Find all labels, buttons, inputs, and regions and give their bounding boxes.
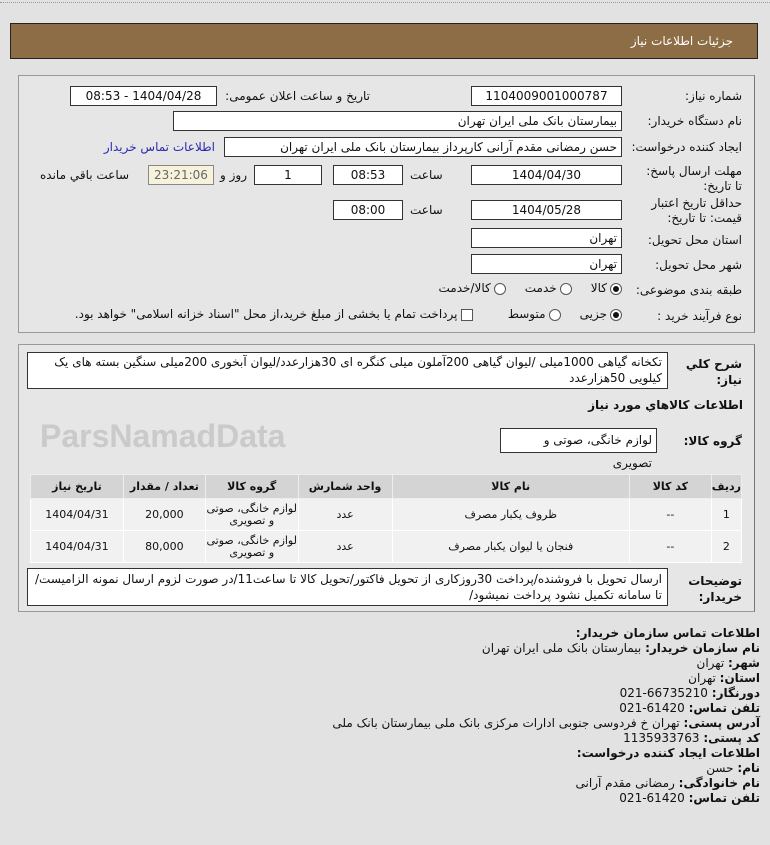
days-label: روز و	[220, 168, 247, 182]
process-radio-group	[75, 307, 622, 321]
deadline-date-field[interactable]: 1404/04/30	[471, 165, 622, 185]
col-header: گروه کالا	[205, 475, 298, 499]
contact-address: آدرس پستی: تهران خ فردوسی جنوبی ادارات مرکزی بانک ملی بیمارستان بانک ملی	[332, 716, 760, 730]
deadline-label: مهلت ارسال پاسخ: تا تاریخ:	[646, 164, 742, 193]
page-header	[10, 23, 758, 59]
cell-group: لوازم خانگی، صوتی و تصویری	[205, 531, 298, 563]
radio-checked-icon	[610, 309, 622, 321]
treasury-payment-checkbox[interactable]: پرداخت تمام یا بخشی از مبلغ خرید،از محل "اسناد خزانه اسلامی" خواهد بود.	[75, 307, 474, 321]
buyer-label: نام دستگاه خریدار:	[647, 114, 742, 128]
col-header: تعداد / مقدار	[123, 475, 205, 499]
validity-label: حداقل تاریخ اعتبار قیمت: تا تاریخ:	[651, 196, 742, 225]
contact-org: نام سازمان خریدار: بیمارستان بانک ملی ایران تهران	[481, 641, 760, 655]
deadline-time-field[interactable]: 08:53	[333, 165, 403, 185]
watermark: ParsNamadData	[40, 418, 286, 454]
need-number-field[interactable]: 1104009001000787	[471, 86, 622, 106]
contact-fax: دورنگار: 66735210-021	[619, 686, 760, 700]
city-label: شهر محل تحویل:	[655, 258, 742, 272]
top-divider	[0, 2, 770, 3]
checkbox-icon	[461, 309, 473, 321]
category-service-radio[interactable]: خدمت	[525, 281, 572, 295]
table-row[interactable]	[31, 531, 742, 563]
creator-last-name: نام خانوادگی: رمضانی مقدم آرانی	[575, 776, 760, 790]
need-number-label: شماره نیاز:	[685, 89, 742, 103]
goods-heading: اطلاعات کالاهاي مورد نياز	[588, 398, 743, 412]
page-title: جزئیات اطلاعات نیاز	[630, 34, 733, 48]
province-label: استان محل تحویل:	[647, 233, 742, 247]
announce-label: تاریخ و ساعت اعلان عمومی:	[225, 89, 370, 103]
col-header: تاریخ نیاز	[31, 475, 124, 499]
goods-group-label: گروه کالا:	[683, 434, 742, 448]
radio-icon	[549, 309, 561, 321]
category-label: طبقه بندی موضوعی:	[635, 283, 742, 297]
description-text: تکخانه گیاهی 1000میلی /لیوان گیاهی 200آملون میلی کنگره ای 30هزارعدد/لیوان آبخوری 200میلی سنگین بسته های یک کیلویی 50هزارعدد	[27, 352, 668, 389]
col-header: واحد شمارش	[298, 475, 392, 499]
remaining-time-field: 23:21:06	[148, 165, 214, 185]
contact-info	[20, 626, 760, 806]
category-goods-radio[interactable]: کالا	[591, 281, 622, 295]
notes-label: توضیحات خریدار:	[688, 574, 742, 604]
col-header: نام کالا	[392, 475, 629, 499]
category-goods-service-radio[interactable]: کالا/خدمت	[439, 281, 506, 295]
creator-heading: اطلاعات ایجاد کننده درخواست:	[576, 746, 760, 760]
province-field[interactable]: تهران	[471, 228, 622, 248]
creator-first-name: نام: حسن	[706, 761, 760, 775]
description-label: شرح کلي نیاز:	[685, 357, 742, 387]
contact-city: شهر: تهران	[696, 656, 760, 670]
contact-phone: تلفن تماس: 61420-021	[619, 701, 760, 715]
cell-date: 1404/04/31	[31, 531, 124, 563]
cell-row-number: 2	[711, 531, 741, 563]
cell-quantity: 20,000	[123, 499, 205, 531]
table-header-row	[31, 475, 742, 499]
cell-code: --	[629, 531, 711, 563]
contact-heading: اطلاعات تماس سازمان خریدار:	[575, 626, 760, 640]
radio-checked-icon	[610, 283, 622, 295]
buyer-contact-link[interactable]: اطلاعات تماس خریدار	[103, 140, 215, 154]
radio-icon	[560, 283, 572, 295]
cell-quantity: 80,000	[123, 531, 205, 563]
process-label: نوع فرآیند خرید :	[657, 309, 742, 323]
announce-field[interactable]: 1404/04/28 - 08:53	[70, 86, 217, 106]
notes-text: ارسال تحویل با فروشنده/پرداخت 30روزکاری از تحویل فاکتور/تحویل کالا تا ساعت11/در صورت لزوم ارسال نمونه الزامیست/تا سامانه تکمیل نشود پرداخت نمیشود/	[27, 568, 668, 606]
col-header: ردیف	[711, 475, 741, 499]
cell-name: ظروف یکبار مصرف	[392, 499, 629, 531]
creator-label: ایجاد کننده درخواست:	[631, 140, 742, 154]
col-header: کد کالا	[629, 475, 711, 499]
creator-phone: تلفن تماس: 61420-021	[619, 791, 760, 805]
cell-date: 1404/04/31	[31, 499, 124, 531]
cell-code: --	[629, 499, 711, 531]
cell-group: لوازم خانگی، صوتی و تصویری	[205, 499, 298, 531]
cell-name: فنجان یا لیوان یکبار مصرف	[392, 531, 629, 563]
validity-date-field[interactable]: 1404/05/28	[471, 200, 622, 220]
cell-unit: عدد	[298, 531, 392, 563]
goods-group-field: لوازم خانگی، صوتی و تصویری	[500, 428, 657, 453]
city-field[interactable]: تهران	[471, 254, 622, 274]
cell-unit: عدد	[298, 499, 392, 531]
goods-table	[30, 474, 742, 563]
radio-icon	[494, 283, 506, 295]
creator-field[interactable]: حسن رمضانی مقدم آرانی کارپرداز بیمارستان بانک ملی ایران تهران	[224, 137, 622, 157]
category-radio-group	[439, 281, 623, 295]
cell-row-number: 1	[711, 499, 741, 531]
process-minor-radio[interactable]: جزیی	[580, 307, 622, 321]
contact-postal-code: کد پستی: 1135933763	[623, 731, 760, 745]
remaining-label: ساعت باقي مانده	[40, 168, 130, 182]
validity-time-field[interactable]: 08:00	[333, 200, 403, 220]
days-remaining-field: 1	[254, 165, 322, 185]
process-medium-radio[interactable]: متوسط	[508, 307, 561, 321]
contact-province: استان: تهران	[688, 671, 760, 685]
deadline-time-label: ساعت	[410, 168, 443, 182]
buyer-field[interactable]: بیمارستان بانک ملی ایران تهران	[173, 111, 622, 131]
validity-time-label: ساعت	[410, 203, 443, 217]
table-row[interactable]	[31, 499, 742, 531]
